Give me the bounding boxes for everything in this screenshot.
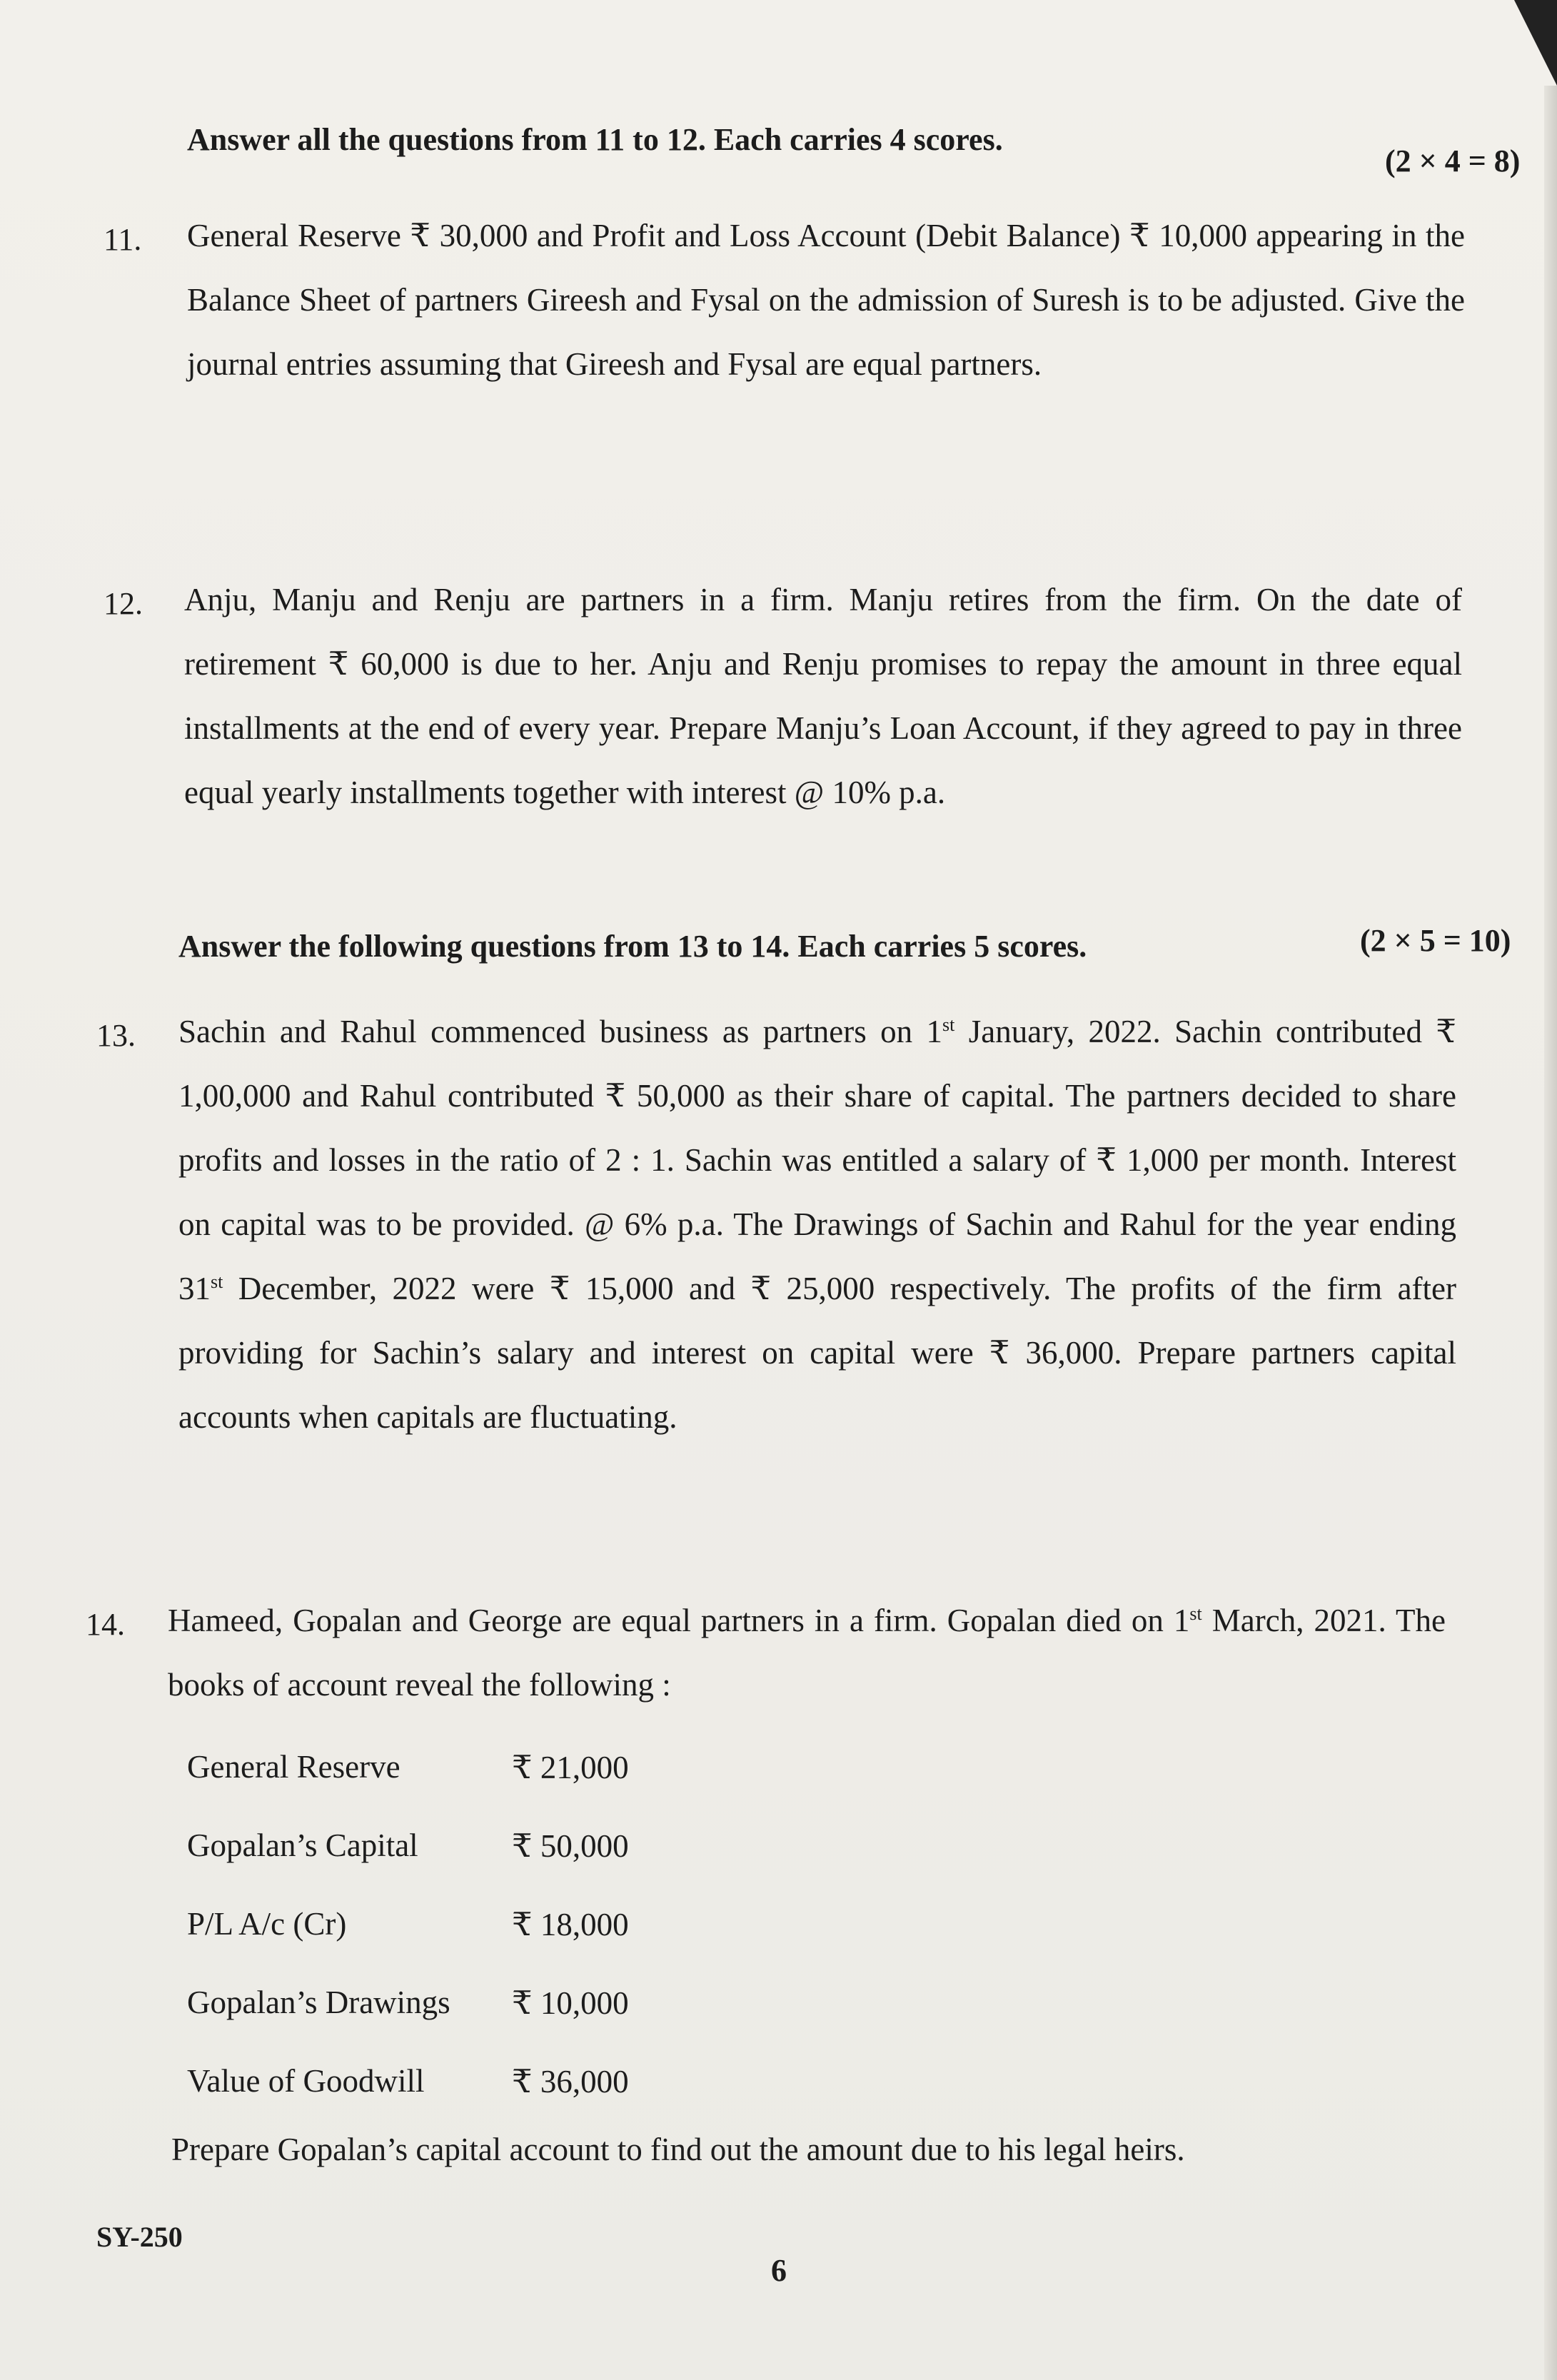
question-14-data-list xyxy=(187,1728,726,2120)
list-item xyxy=(187,1806,726,1885)
list-item xyxy=(187,2042,726,2120)
question-13-sup-a: st xyxy=(942,1014,955,1035)
question-13-text-b: January, 2022. Sachin contributed ₹ 1,00,000 and Rahul contributed ₹ 50,000 as their share of capital. The partners decided to share profits and losses in the ratio of 2 : 1. Sachin was entitled a salary of ₹ 1,000 per month. Interest on capital was to be provided. @ 6% p.a. The Drawings of Sachin and Rahul for the year ending 31 xyxy=(178,1014,1457,1306)
item-value: ₹ 21,000 xyxy=(512,1749,629,1785)
question-13-text-c: December, 2022 were ₹ 15,000 and ₹ 25,000 respectively. The profits of the firm after providing for Sachin’s salary and interest on capital were ₹ 36,000. Prepare partners capital accounts when capitals are fluctuating. xyxy=(178,1271,1456,1435)
item-label: P/L A/c (Cr) xyxy=(187,1906,347,1942)
list-item xyxy=(187,1963,726,2042)
question-13-text xyxy=(178,999,1456,1449)
question-11-text: General Reserve ₹ 30,000 and Profit and Loss Account (Debit Balance) ₹ 10,000 appearing in the Balance Sheet of partners Gireesh and Fysal on the admission of Suresh is to be adjusted. Give the journal entries assuming that Gireesh and Fysal are equal partners. xyxy=(187,218,1465,382)
question-14-instruction: Prepare Gopalan’s capital account to find out the amount due to his legal heirs. xyxy=(171,2132,1185,2167)
question-14-text-b: March, 2021. The books of account reveal the following : xyxy=(168,1603,1446,1703)
section-2-heading: Answer the following questions from 13 to 14. Each carries 5 scores. xyxy=(178,929,1087,964)
question-14-number: 14. xyxy=(86,1607,125,1642)
item-label: Gopalan’s Drawings xyxy=(187,1985,450,2020)
question-13-sup-b: st xyxy=(211,1271,223,1292)
item-label: Value of Goodwill xyxy=(187,2063,425,2099)
question-14-text xyxy=(168,1588,1446,1717)
section-2-marks: (2 × 5 = 10) xyxy=(1360,923,1511,958)
paper-code: SY-250 xyxy=(96,2221,183,2253)
question-14-sup-a: st xyxy=(1189,1603,1202,1624)
question-13-text-a: Sachin and Rahul commenced business as partners on 1 xyxy=(178,1014,943,1049)
list-item xyxy=(187,1885,726,1963)
question-14-text-a: Hameed, Gopalan and George are equal partners in a firm. Gopalan died on 1 xyxy=(168,1603,1190,1638)
list-item xyxy=(187,1728,726,1806)
question-13-number: 13. xyxy=(96,1018,136,1053)
item-value: ₹ 50,000 xyxy=(512,1827,629,1864)
item-label: General Reserve xyxy=(187,1749,400,1785)
page-corner-shadow xyxy=(1514,0,1557,86)
question-12-text: Anju, Manju and Renju are partners in a firm. Manju retires from the firm. On the date of retirement ₹ 60,000 is due to her. Anju and Renju promises to repay the amount in three equal installments at the end of every year. Prepare Manju’s Loan Account, if they agreed to pay in three equal yearly installments together with interest @ 10% p.a. xyxy=(184,582,1462,810)
item-value: ₹ 36,000 xyxy=(512,2063,629,2099)
item-value: ₹ 18,000 xyxy=(512,1906,629,1942)
page-number: 6 xyxy=(771,2253,787,2288)
item-value: ₹ 10,000 xyxy=(512,1985,629,2021)
page-edge xyxy=(1544,86,1557,2380)
item-label: Gopalan’s Capital xyxy=(187,1827,418,1863)
question-11-number: 11. xyxy=(104,222,142,257)
section-1-marks: (2 × 4 = 8) xyxy=(1385,143,1521,178)
section-1-heading: Answer all the questions from 11 to 12. Each carries 4 scores. xyxy=(187,122,1003,157)
question-12-number: 12. xyxy=(104,586,143,621)
